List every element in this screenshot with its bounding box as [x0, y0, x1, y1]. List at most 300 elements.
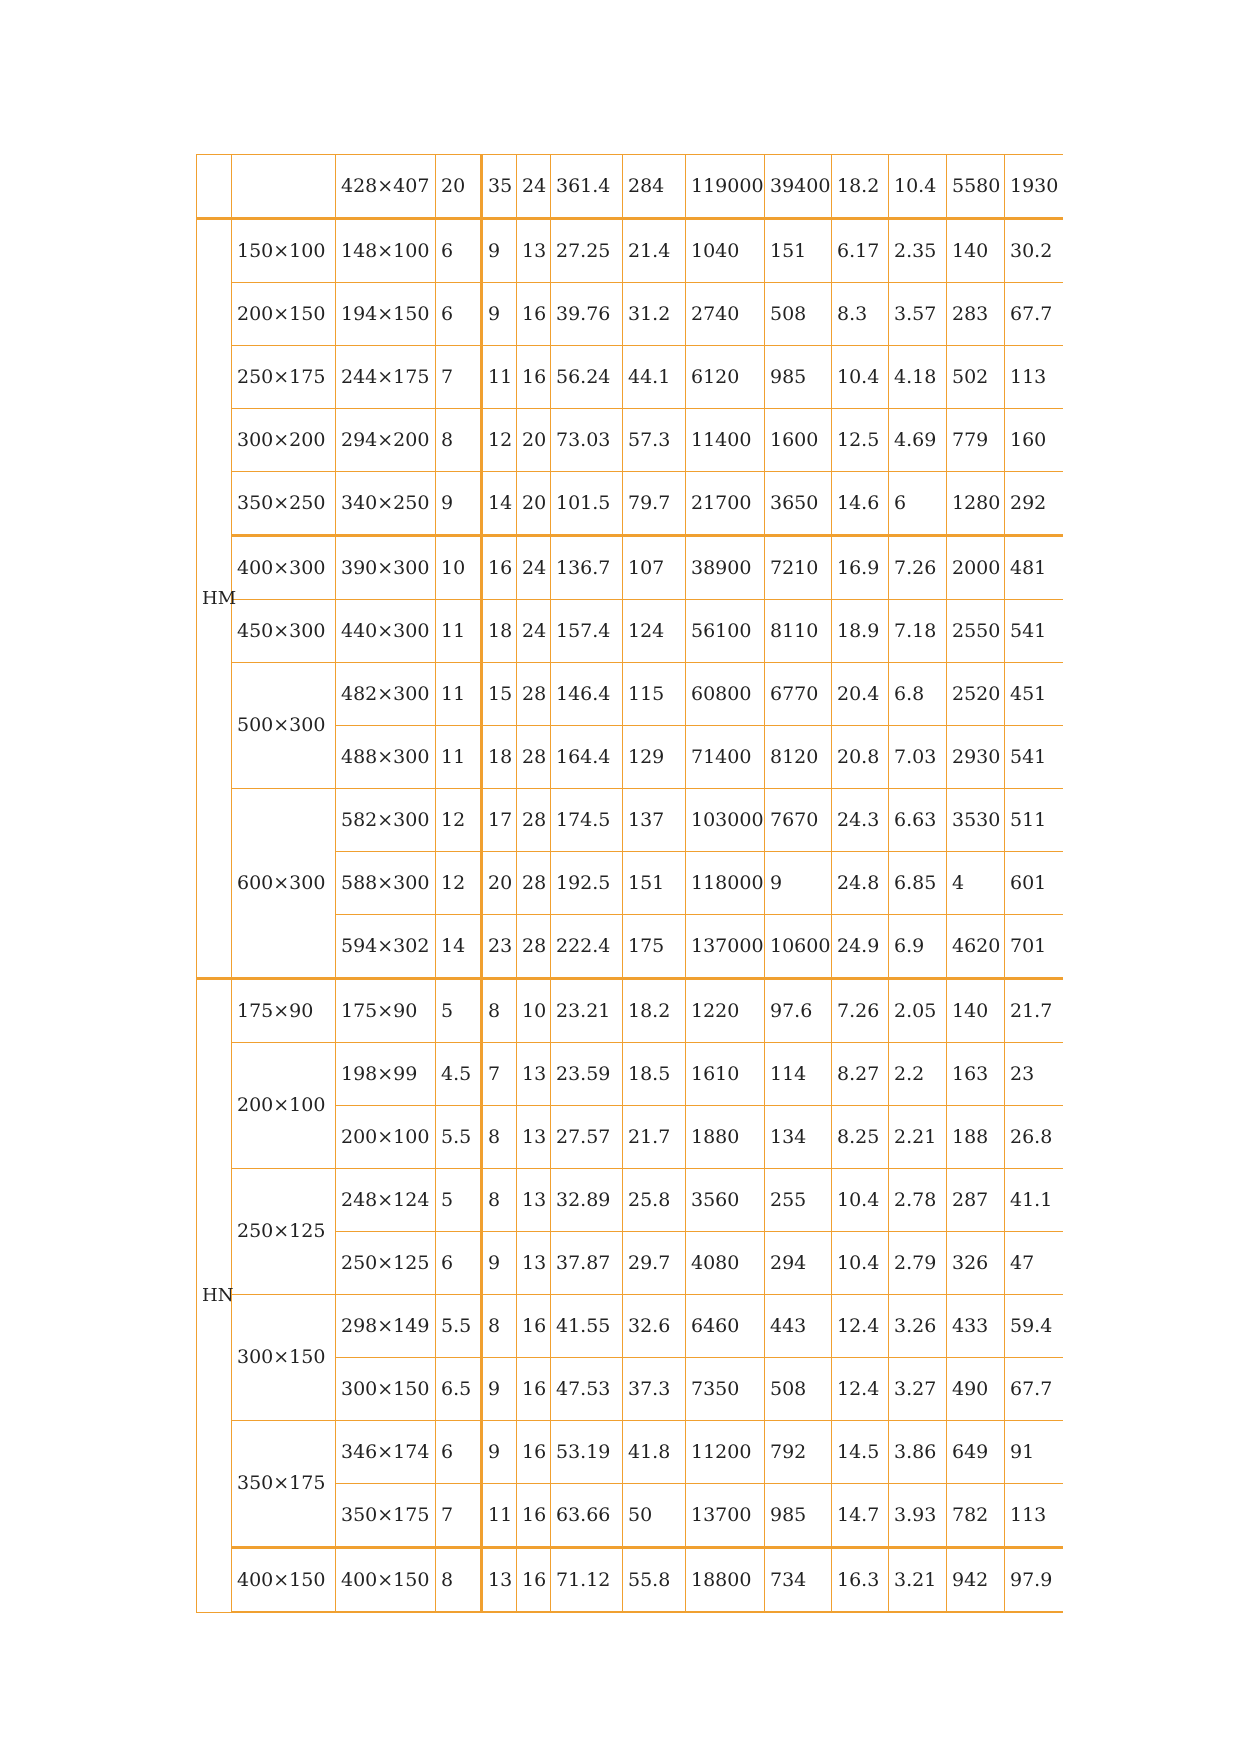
value-cell: 12.4	[832, 1358, 889, 1421]
table-row	[197, 346, 1063, 409]
value-cell: 146.4	[551, 663, 623, 726]
value-cell: 23.21	[551, 979, 623, 1043]
value-cell: 4.69	[889, 409, 947, 472]
value-cell: 136.7	[551, 536, 623, 600]
value-cell: 55.8	[623, 1548, 686, 1613]
value-cell: 16	[517, 1484, 551, 1548]
value-cell: 71400	[686, 726, 765, 789]
nominal-size-cell: 600×300	[232, 789, 336, 979]
value-cell: 1040	[686, 219, 765, 283]
value-cell: 14.5	[832, 1421, 889, 1484]
table-row	[197, 1421, 1063, 1484]
value-cell: 21.7	[623, 1106, 686, 1169]
value-cell: 10.4	[889, 155, 947, 219]
nominal-size-cell: 200×150	[232, 283, 336, 346]
value-cell: 24.3	[832, 789, 889, 852]
value-cell: 5.5	[436, 1106, 482, 1169]
value-cell: 13	[482, 1548, 517, 1613]
value-cell: 4.5	[436, 1043, 482, 1106]
value-cell: 32.89	[551, 1169, 623, 1232]
value-cell: 11400	[686, 409, 765, 472]
value-cell: 140	[947, 219, 1005, 283]
value-cell: 8.3	[832, 283, 889, 346]
value-cell: 3650	[765, 472, 832, 536]
table-row	[197, 219, 1063, 283]
value-cell: 7350	[686, 1358, 765, 1421]
value-cell: 6	[436, 219, 482, 283]
value-cell: 8.25	[832, 1106, 889, 1169]
nominal-size-cell: 250×175	[232, 346, 336, 409]
table-row	[197, 663, 1063, 726]
value-cell: 20	[517, 409, 551, 472]
value-cell: 101.5	[551, 472, 623, 536]
value-cell: 3.93	[889, 1484, 947, 1548]
value-cell: 56100	[686, 600, 765, 663]
section-size-cell: 200×100	[336, 1106, 436, 1169]
value-cell: 113	[1005, 346, 1063, 409]
value-cell: 28	[517, 789, 551, 852]
value-cell: 113	[1005, 1484, 1063, 1548]
value-cell: 103000	[686, 789, 765, 852]
value-cell: 21700	[686, 472, 765, 536]
value-cell: 779	[947, 409, 1005, 472]
value-cell: 8	[482, 1169, 517, 1232]
value-cell: 28	[517, 852, 551, 915]
value-cell: 18.5	[623, 1043, 686, 1106]
value-cell: 6.63	[889, 789, 947, 852]
value-cell: 41.1	[1005, 1169, 1063, 1232]
value-cell: 490	[947, 1358, 1005, 1421]
value-cell: 6	[436, 283, 482, 346]
value-cell: 16	[517, 283, 551, 346]
value-cell: 20	[517, 472, 551, 536]
value-cell: 985	[765, 346, 832, 409]
value-cell: 13	[517, 1043, 551, 1106]
value-cell: 97.6	[765, 979, 832, 1043]
table-row	[197, 155, 1063, 219]
value-cell: 8	[482, 1295, 517, 1358]
value-cell: 71.12	[551, 1548, 623, 1613]
value-cell: 27.57	[551, 1106, 623, 1169]
value-cell: 18.9	[832, 600, 889, 663]
value-cell: 12.5	[832, 409, 889, 472]
value-cell: 21.7	[1005, 979, 1063, 1043]
value-cell: 2.05	[889, 979, 947, 1043]
value-cell: 16	[482, 536, 517, 600]
value-cell: 8	[482, 979, 517, 1043]
value-cell: 9	[436, 472, 482, 536]
section-size-cell: 482×300	[336, 663, 436, 726]
nominal-size-cell: 500×300	[232, 663, 336, 789]
value-cell: 3.21	[889, 1548, 947, 1613]
value-cell: 39400	[765, 155, 832, 219]
nominal-size-cell: 300×200	[232, 409, 336, 472]
value-cell: 151	[623, 852, 686, 915]
value-cell: 451	[1005, 663, 1063, 726]
value-cell: 8120	[765, 726, 832, 789]
value-cell: 114	[765, 1043, 832, 1106]
value-cell: 942	[947, 1548, 1005, 1613]
value-cell: 134	[765, 1106, 832, 1169]
value-cell: 7210	[765, 536, 832, 600]
nominal-size-cell: 200×100	[232, 1043, 336, 1169]
value-cell: 20	[436, 155, 482, 219]
value-cell: 23.59	[551, 1043, 623, 1106]
value-cell: 3.86	[889, 1421, 947, 1484]
value-cell: 6.85	[889, 852, 947, 915]
value-cell: 16.3	[832, 1548, 889, 1613]
value-cell: 5580	[947, 155, 1005, 219]
value-cell: 6.5	[436, 1358, 482, 1421]
value-cell: 38900	[686, 536, 765, 600]
value-cell: 2740	[686, 283, 765, 346]
value-cell: 7670	[765, 789, 832, 852]
value-cell: 21.4	[623, 219, 686, 283]
value-cell: 14.6	[832, 472, 889, 536]
value-cell: 3.57	[889, 283, 947, 346]
value-cell: 6	[889, 472, 947, 536]
table-row	[197, 472, 1063, 536]
value-cell: 11	[436, 663, 482, 726]
value-cell: 29.7	[623, 1232, 686, 1295]
value-cell: 7	[436, 1484, 482, 1548]
value-cell: 7.26	[889, 536, 947, 600]
value-cell: 13	[517, 1169, 551, 1232]
value-cell: 6.17	[832, 219, 889, 283]
value-cell: 13700	[686, 1484, 765, 1548]
value-cell: 541	[1005, 726, 1063, 789]
value-cell: 6	[436, 1421, 482, 1484]
value-cell: 287	[947, 1169, 1005, 1232]
value-cell: 37.87	[551, 1232, 623, 1295]
value-cell: 2.79	[889, 1232, 947, 1295]
value-cell: 18	[482, 726, 517, 789]
value-cell: 3.27	[889, 1358, 947, 1421]
value-cell: 782	[947, 1484, 1005, 1548]
value-cell: 601	[1005, 852, 1063, 915]
value-cell: 508	[765, 283, 832, 346]
section-size-cell: 300×150	[336, 1358, 436, 1421]
value-cell: 9	[482, 219, 517, 283]
value-cell: 39.76	[551, 283, 623, 346]
value-cell: 16.9	[832, 536, 889, 600]
section-size-cell: 588×300	[336, 852, 436, 915]
value-cell: 16	[517, 1295, 551, 1358]
value-cell: 9	[482, 1358, 517, 1421]
series-cell: HM	[197, 219, 232, 979]
value-cell: 28	[517, 915, 551, 979]
value-cell: 44.1	[623, 346, 686, 409]
value-cell: 14	[482, 472, 517, 536]
value-cell: 8	[436, 1548, 482, 1613]
value-cell: 91	[1005, 1421, 1063, 1484]
nominal-size-cell: 350×175	[232, 1421, 336, 1548]
table-row	[197, 409, 1063, 472]
value-cell: 5	[436, 1169, 482, 1232]
table-row	[197, 789, 1063, 852]
value-cell: 30.2	[1005, 219, 1063, 283]
value-cell: 26.8	[1005, 1106, 1063, 1169]
value-cell: 12	[482, 409, 517, 472]
section-size-cell: 294×200	[336, 409, 436, 472]
value-cell: 12	[436, 789, 482, 852]
value-cell: 502	[947, 346, 1005, 409]
value-cell: 6770	[765, 663, 832, 726]
value-cell: 1880	[686, 1106, 765, 1169]
value-cell: 28	[517, 663, 551, 726]
value-cell: 649	[947, 1421, 1005, 1484]
value-cell: 56.24	[551, 346, 623, 409]
nominal-size-cell: 450×300	[232, 600, 336, 663]
nominal-size-cell: 400×300	[232, 536, 336, 600]
value-cell: 41.8	[623, 1421, 686, 1484]
nominal-size-cell: 350×250	[232, 472, 336, 536]
nominal-size-cell: 300×150	[232, 1295, 336, 1421]
value-cell: 2.21	[889, 1106, 947, 1169]
section-size-cell: 350×175	[336, 1484, 436, 1548]
value-cell: 433	[947, 1295, 1005, 1358]
value-cell: 23	[482, 915, 517, 979]
value-cell: 47.53	[551, 1358, 623, 1421]
value-cell: 508	[765, 1358, 832, 1421]
value-cell: 4620	[947, 915, 1005, 979]
value-cell: 6.9	[889, 915, 947, 979]
value-cell: 9	[482, 1232, 517, 1295]
series-cell	[197, 155, 232, 219]
value-cell: 11	[482, 1484, 517, 1548]
value-cell: 8	[482, 1106, 517, 1169]
value-cell: 175	[623, 915, 686, 979]
value-cell: 41.55	[551, 1295, 623, 1358]
value-cell: 27.25	[551, 219, 623, 283]
section-size-cell: 340×250	[336, 472, 436, 536]
value-cell: 5	[436, 979, 482, 1043]
value-cell: 5.5	[436, 1295, 482, 1358]
value-cell: 1220	[686, 979, 765, 1043]
series-cell: HN	[197, 979, 232, 1613]
value-cell: 7.18	[889, 600, 947, 663]
section-size-cell: 582×300	[336, 789, 436, 852]
value-cell: 63.66	[551, 1484, 623, 1548]
value-cell: 13	[517, 1106, 551, 1169]
value-cell: 2000	[947, 536, 1005, 600]
value-cell: 7.26	[832, 979, 889, 1043]
section-size-cell: 250×125	[336, 1232, 436, 1295]
value-cell: 20.8	[832, 726, 889, 789]
value-cell: 6	[436, 1232, 482, 1295]
value-cell: 2.2	[889, 1043, 947, 1106]
value-cell: 10.4	[832, 346, 889, 409]
value-cell: 541	[1005, 600, 1063, 663]
value-cell: 9	[482, 283, 517, 346]
value-cell: 53.19	[551, 1421, 623, 1484]
value-cell: 255	[765, 1169, 832, 1232]
value-cell: 137000	[686, 915, 765, 979]
value-cell: 20.4	[832, 663, 889, 726]
value-cell: 481	[1005, 536, 1063, 600]
value-cell: 20	[482, 852, 517, 915]
value-cell: 1930	[1005, 155, 1063, 219]
value-cell: 15	[482, 663, 517, 726]
table-row	[197, 600, 1063, 663]
value-cell: 10.4	[832, 1169, 889, 1232]
value-cell: 11200	[686, 1421, 765, 1484]
value-cell: 157.4	[551, 600, 623, 663]
value-cell: 2.78	[889, 1169, 947, 1232]
value-cell: 164.4	[551, 726, 623, 789]
value-cell: 124	[623, 600, 686, 663]
section-size-cell: 175×90	[336, 979, 436, 1043]
value-cell: 50	[623, 1484, 686, 1548]
section-size-cell: 194×150	[336, 283, 436, 346]
value-cell: 24	[517, 155, 551, 219]
nominal-size-cell: 250×125	[232, 1169, 336, 1295]
value-cell: 12	[436, 852, 482, 915]
value-cell: 284	[623, 155, 686, 219]
value-cell: 2930	[947, 726, 1005, 789]
value-cell: 16	[517, 346, 551, 409]
value-cell: 67.7	[1005, 283, 1063, 346]
value-cell: 31.2	[623, 283, 686, 346]
value-cell: 13	[517, 219, 551, 283]
section-size-cell: 346×174	[336, 1421, 436, 1484]
value-cell: 14	[436, 915, 482, 979]
value-cell: 13	[517, 1232, 551, 1295]
value-cell: 118000	[686, 852, 765, 915]
value-cell: 12.4	[832, 1295, 889, 1358]
value-cell: 2550	[947, 600, 1005, 663]
value-cell: 16	[517, 1358, 551, 1421]
value-cell: 11	[436, 726, 482, 789]
value-cell: 174.5	[551, 789, 623, 852]
value-cell: 140	[947, 979, 1005, 1043]
value-cell: 8.27	[832, 1043, 889, 1106]
value-cell: 361.4	[551, 155, 623, 219]
value-cell: 792	[765, 1421, 832, 1484]
nominal-size-cell: 400×150	[232, 1548, 336, 1613]
value-cell: 734	[765, 1548, 832, 1613]
value-cell: 73.03	[551, 409, 623, 472]
value-cell: 985	[765, 1484, 832, 1548]
section-size-cell: 298×149	[336, 1295, 436, 1358]
value-cell: 3.26	[889, 1295, 947, 1358]
table-body	[197, 155, 1063, 1613]
value-cell: 7	[482, 1043, 517, 1106]
value-cell: 283	[947, 283, 1005, 346]
value-cell: 6460	[686, 1295, 765, 1358]
value-cell: 701	[1005, 915, 1063, 979]
value-cell: 79.7	[623, 472, 686, 536]
nominal-size-cell: 175×90	[232, 979, 336, 1043]
value-cell: 24.8	[832, 852, 889, 915]
value-cell: 35	[482, 155, 517, 219]
value-cell: 18.2	[832, 155, 889, 219]
value-cell: 67.7	[1005, 1358, 1063, 1421]
value-cell: 59.4	[1005, 1295, 1063, 1358]
nominal-size-cell	[232, 155, 336, 219]
section-size-cell: 488×300	[336, 726, 436, 789]
value-cell: 292	[1005, 472, 1063, 536]
value-cell: 137	[623, 789, 686, 852]
value-cell: 10	[436, 536, 482, 600]
section-size-cell: 198×99	[336, 1043, 436, 1106]
section-size-cell: 594×302	[336, 915, 436, 979]
value-cell: 119000	[686, 155, 765, 219]
value-cell: 151	[765, 219, 832, 283]
value-cell: 4080	[686, 1232, 765, 1295]
value-cell: 23	[1005, 1043, 1063, 1106]
value-cell: 222.4	[551, 915, 623, 979]
value-cell: 1600	[765, 409, 832, 472]
value-cell: 25.8	[623, 1169, 686, 1232]
value-cell: 2.35	[889, 219, 947, 283]
section-size-cell: 248×124	[336, 1169, 436, 1232]
value-cell: 3530	[947, 789, 1005, 852]
table-row	[197, 1169, 1063, 1232]
nominal-size-cell: 150×100	[232, 219, 336, 283]
value-cell: 6.8	[889, 663, 947, 726]
value-cell: 326	[947, 1232, 1005, 1295]
section-size-cell: 428×407	[336, 155, 436, 219]
value-cell: 97.9	[1005, 1548, 1063, 1613]
section-size-cell: 390×300	[336, 536, 436, 600]
value-cell: 16	[517, 1421, 551, 1484]
steel-section-table	[196, 154, 1063, 1613]
value-cell: 57.3	[623, 409, 686, 472]
value-cell: 115	[623, 663, 686, 726]
section-size-cell: 148×100	[336, 219, 436, 283]
value-cell: 24	[517, 600, 551, 663]
value-cell: 6120	[686, 346, 765, 409]
value-cell: 1280	[947, 472, 1005, 536]
value-cell: 8	[436, 409, 482, 472]
value-cell: 10600	[765, 915, 832, 979]
value-cell: 163	[947, 1043, 1005, 1106]
value-cell: 14.7	[832, 1484, 889, 1548]
section-size-cell: 244×175	[336, 346, 436, 409]
value-cell: 7	[436, 346, 482, 409]
value-cell: 18.2	[623, 979, 686, 1043]
value-cell: 11	[436, 600, 482, 663]
value-cell: 9	[482, 1421, 517, 1484]
value-cell: 17	[482, 789, 517, 852]
value-cell: 107	[623, 536, 686, 600]
table-row	[197, 1548, 1063, 1613]
value-cell: 10.4	[832, 1232, 889, 1295]
value-cell: 24.9	[832, 915, 889, 979]
value-cell: 60800	[686, 663, 765, 726]
value-cell: 11	[482, 346, 517, 409]
table-row	[197, 536, 1063, 600]
value-cell: 1610	[686, 1043, 765, 1106]
value-cell: 10	[517, 979, 551, 1043]
value-cell: 47	[1005, 1232, 1063, 1295]
value-cell: 8110	[765, 600, 832, 663]
table-row	[197, 283, 1063, 346]
value-cell: 4	[947, 852, 1005, 915]
value-cell: 294	[765, 1232, 832, 1295]
table-row	[197, 1295, 1063, 1358]
value-cell: 28	[517, 726, 551, 789]
value-cell: 160	[1005, 409, 1063, 472]
value-cell: 24	[517, 536, 551, 600]
value-cell: 188	[947, 1106, 1005, 1169]
value-cell: 192.5	[551, 852, 623, 915]
value-cell: 443	[765, 1295, 832, 1358]
value-cell: 3560	[686, 1169, 765, 1232]
section-size-cell: 440×300	[336, 600, 436, 663]
value-cell: 9	[765, 852, 832, 915]
